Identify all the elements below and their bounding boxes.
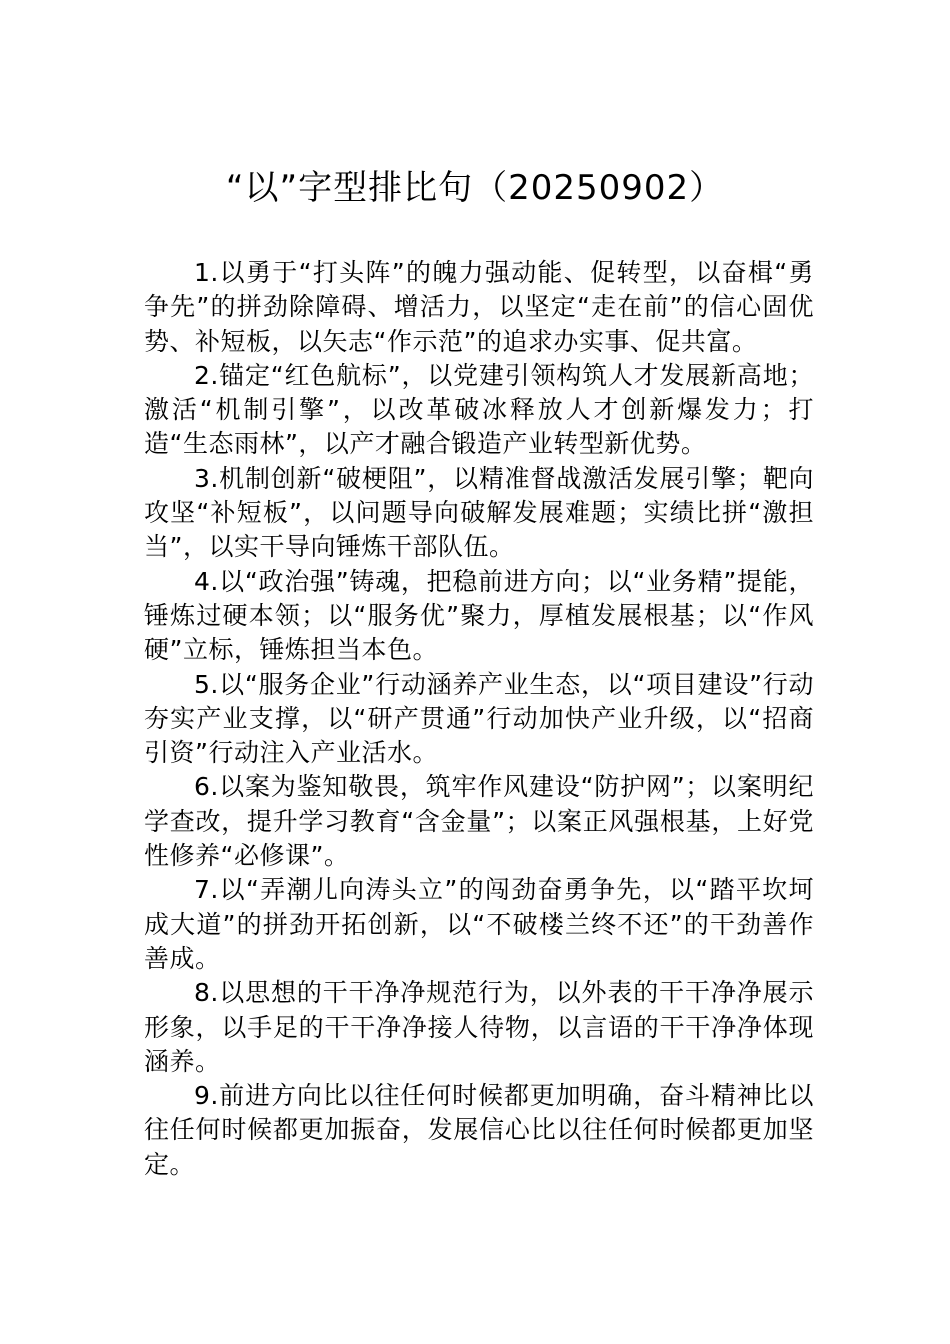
paragraph-4: 4.以“政治强”铸魂，把稳前进方向；以“业务精”提能，锤炼过硬本领；以“服务优”聚力，厚植发展根基；以“作风硬”立标，锤炼担当本色。	[144, 566, 814, 665]
paragraph-2: 2.锚定“红色航标”，以党建引领构筑人才发展新高地；激活“机制引擎”，以改革破冰释放人才创新爆发力；打造“生态雨林”，以产才融合锻造产业转型新优势。	[144, 360, 814, 459]
paragraph-3: 3.机制创新“破梗阻”，以精准督战激活发展引擎；靶向攻坚“补短板”，以问题导向破解发展难题；实绩比拼“激担当”，以实干导向锤炼干部队伍。	[144, 463, 814, 562]
paragraph-8: 8.以思想的干干净净规范行为，以外表的干干净净展示形象，以手足的干干净净接人待物，以言语的干干净净体现涵养。	[144, 978, 814, 1076]
document-title: “以”字型排比句（20250902）	[225, 168, 725, 208]
paragraph-9: 9.前进方向比以往任何时候都更加明确，奋斗精神比以往任何时候都更加振奋，发展信心比以往任何时候都更加坚定。	[144, 1081, 814, 1179]
paragraph-5: 5.以“服务企业”行动涵养产业生态，以“项目建设”行动夯实产业支撑，以“研产贯通”行动加快产业升级，以“招商引资”行动注入产业活水。	[144, 669, 814, 768]
paragraph-6: 6.以案为鉴知敬畏，筑牢作风建设“防护网”；以案明纪学查改，提升学习教育“含金量”；以案正风强根基，上好党性修养“必修课”。	[144, 772, 814, 871]
document-body	[144, 256, 814, 1182]
paragraph-1: 1.以勇于“打头阵”的魄力强动能、促转型，以奋楫“勇争先”的拼劲除障碍、增活力，以坚定“走在前”的信心固优势、补短板，以矢志“作示范”的追求办实事、促共富。	[144, 258, 814, 356]
paragraph-7: 7.以“弄潮儿向涛头立”的闯劲奋勇争先，以“踏平坎坷成大道”的拼劲开拓创新，以“不破楼兰终不还”的干劲善作善成。	[144, 875, 814, 973]
